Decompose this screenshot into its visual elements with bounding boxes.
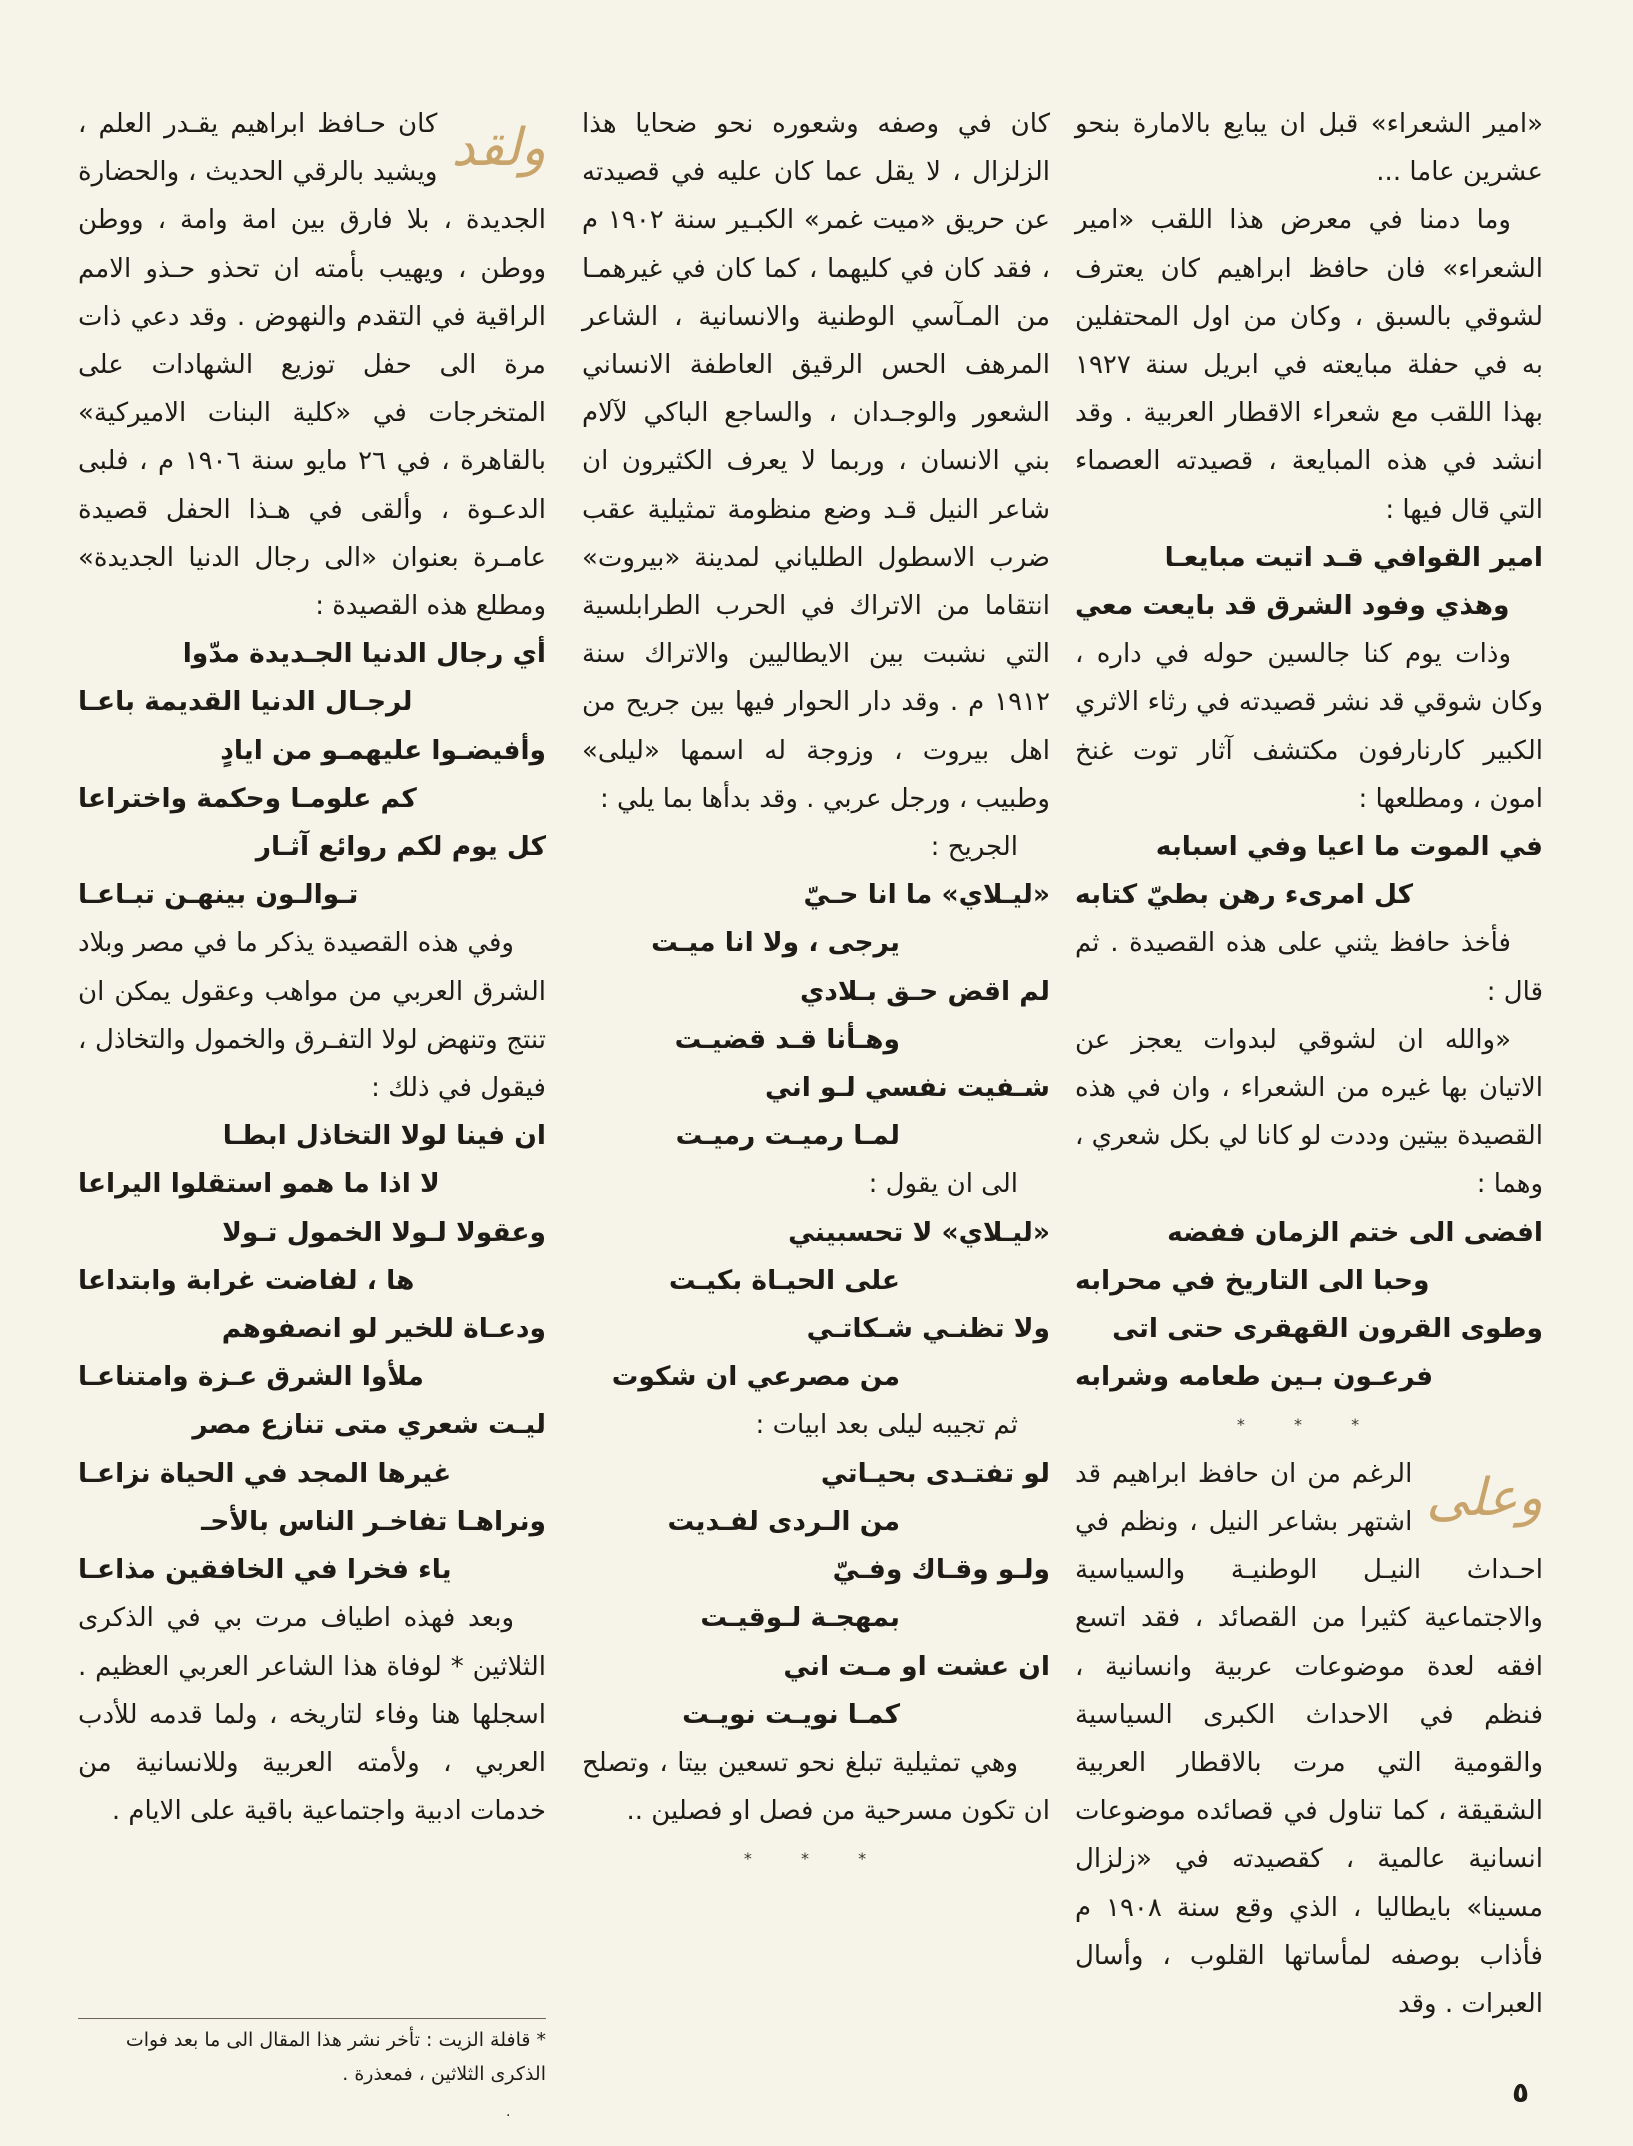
verse-line: في الموت ما اعيا وفي اسبابه <box>1155 831 1543 863</box>
verse-line: لا اذا ما همو استقلوا اليراعا <box>78 1168 440 1200</box>
speaker-label: ثم تجيبه ليلى بعد ابيات : <box>755 1410 1018 1441</box>
verse-line: ياء فخرا في الخافقين مذاعـا <box>78 1554 452 1586</box>
verse-line: ان فينا لولا التخاذل ابطـا <box>222 1120 546 1152</box>
verse-line: وهذي وفود الشرق قد بايعت معي <box>1075 590 1510 622</box>
verse-line: وطوى القرون القهقرى حتى اتى <box>1112 1313 1543 1345</box>
verse-line: ان عشت او مـت اني <box>783 1650 1050 1682</box>
section-separator: * * * <box>743 1849 889 1869</box>
paragraph: وذات يوم كنا جالسين حوله في داره ، وكان شوقي قد نشر قصيدته في رثاء الاثري الكبير كارنارفون مكتشف آثار توت غنخ امون ، ومطلعها : <box>1075 639 1543 814</box>
verse-line: يرجى ، ولا انا ميـت <box>651 927 900 959</box>
verse-line: كل امرىء رهن بطيّ كتابه <box>1075 879 1414 911</box>
verse-line: ها ، لفاضت غرابة وابتداعا <box>78 1264 415 1296</box>
verse-line: ولـو وقـاك وفـيّ <box>832 1554 1050 1586</box>
verse-line: شـفيت نفسي لـو اني <box>764 1072 1050 1104</box>
paragraph-with-initial <box>78 100 546 630</box>
verse-line: لرجـال الدنيا القديمة باعـا <box>78 686 413 718</box>
verse-line: بمهجـة لـوقيـت <box>700 1602 900 1634</box>
decorative-initial: وعلى <box>1426 1467 1543 1528</box>
paragraph: فأخذ حافظ يثني على هذه القصيدة . ثم قال : <box>1075 928 1543 1007</box>
verse-line: كل يوم لكم روائع آثـار <box>255 831 546 863</box>
column-right <box>1075 100 1543 2028</box>
verse-line: وهـأنا قـد قضيـت <box>674 1023 900 1055</box>
verse-line: من الـردى لفـديت <box>667 1505 900 1537</box>
verse-line: تـوالـون بينهـن تبـاعـا <box>78 879 359 911</box>
verse-line: وحبا الى التاريخ في محرابه <box>1075 1264 1430 1296</box>
paragraph: «والله ان لشوقي لبدوات يعجز عن الاتيان بها غيره من الشعراء ، وان في هذه القصيدة بيتين وددت لو كانا لي بكل شعري ، وهما : <box>1075 1024 1543 1200</box>
verse-line: افضى الى ختم الزمان ففضه <box>1167 1216 1543 1248</box>
paragraph: «امير الشعراء» قبل ان يبايع بالامارة بنحو عشرين عاما ... <box>1075 109 1543 188</box>
column-left <box>78 100 546 1835</box>
column-middle <box>582 100 1050 1884</box>
paragraph: وبعد فهذه اطياف مرت بي في الذكرى الثلاثين * لوفاة هذا الشاعر العربي العظيم . اسجلها هنا وفاء لتاريخه ، ولما قدمه للأدب العربي ، ولأمته العربية وللانسانية من خدمات ادبية واجتماعية باقية على الايام . <box>78 1603 546 1827</box>
verse-line: ولا تظنـي شـكاتـي <box>806 1313 1050 1345</box>
verse-line: «ليـلاي» لا تحسبيني <box>788 1216 1050 1248</box>
verse-line: ودعـاة للخير لو انصفوهم <box>221 1313 546 1345</box>
page-number: ٥ <box>1512 2076 1530 2109</box>
paragraph: وفي هذه القصيدة يذكر ما في مصر وبلاد الشرق العربي من مواهب وعقول يمكن ان تنتج وتنهض لولا التفـرق والخمول والتخاذل ، فيقول في ذلك : <box>78 928 546 1104</box>
verse-line: كم علومـا وحكمة واختراعا <box>78 782 417 814</box>
verse-line: فرعـون بـين طعامه وشرابه <box>1075 1361 1434 1393</box>
verse-line: وعقولا لـولا الخمول تـولا <box>222 1216 546 1248</box>
paragraph: وهي تمثيلية تبلغ نحو تسعين بيتا ، وتصلح ان تكون مسرحية من فصل او فصلين .. <box>582 1747 1050 1827</box>
verse-line: من مصرعي ان شكوت <box>611 1361 900 1393</box>
verse-line: ونراهـا تفاخـر الناس بالأحـ <box>201 1505 546 1537</box>
verse-line: وأفيضـوا عليهمـو من ايادٍ <box>220 734 546 766</box>
paragraph-text: الرغم من ان حافظ ابراهيم قد اشتهر بشاعر النيل ، ونظم في احـداث النيـل الوطنيـة والسياسية والاجتماعية كثيرا من القصائد ، فقد اتسع افقه لعدة موضوعات عربية وانسانية ، فنظم في الاحداث الكبرى السياسية والقومية التي مرت بالاقطار العربية الشقيقة ، كما تناول في قصائده موضوعات انسانية عالمية ، كقصيدته في «زلزال مسينا» بايطاليا ، الذي وقع سنة ١٩٠٨ م فأذاب بوصفه لمأساتها القلوب ، وأسال العبرات . وقد <box>1075 1458 1543 2019</box>
verse-line: على الحيـاة بكيـت <box>668 1264 900 1296</box>
verse-line: لم اقض حـق بـلادي <box>799 975 1050 1007</box>
verse-line: «ليـلاي» ما انا حـيّ <box>803 879 1050 911</box>
verse-line: ملأوا الشرق عـزة وامتناعـا <box>78 1361 424 1393</box>
verse-line: أي رجال الدنيا الجـديدة مدّوا <box>182 638 546 670</box>
paragraph-text: كان حـافظ ابراهيم يقـدر العلم ، ويشيد بالرقي الحديث ، والحضارة الجديدة ، بلا فارق بين امة وامة ، ووطن ووطن ، ويهيب بأمته ان تحذو حـذو الامم الراقية في التقدم والنهوض . وقد دعي ذات مرة الى حفل توزيع الشهادات على المتخرجات في «كلية البنات الاميركية» بالقاهرة ، في ٢٦ مايو سنة ١٩٠٦ م ، فلبى الدعـوة ، وألقى في هـذا الحفل قصيدة عامـرة بعنوان «الى رجال الدنيا الجديدة» ومطلع هذه القصيدة : <box>78 109 546 622</box>
verse-line: لمـا رميـت رميـت <box>675 1120 900 1152</box>
speaker-label: الجريح : <box>930 832 1018 863</box>
verse-line: غيرها المجد في الحياة نزاعـا <box>78 1457 452 1489</box>
paragraph-with-initial <box>1075 1450 1543 2028</box>
verse-line: كمـا نويـت نويـت <box>682 1698 900 1730</box>
footnote: * قافلة الزيت : تأخر نشر هذا المقال الى ما بعد فوات الذكرى الثلاثين ، فمعذرة . <box>78 2018 546 2091</box>
verse-line: لو تفتـدى بحيـاتي <box>820 1457 1050 1489</box>
section-separator: * * * <box>1236 1415 1382 1435</box>
paragraph: كان في وصفه وشعوره نحو ضحايا هذا الزلزال ، لا يقل عما كان عليه في قصيدته عن حريق «ميت غمر» الكبـير سنة ١٩٠٢ م ، فقد كان في كليهما ، كما كان في غيرهمـا من المـآسي الوطنية والانسانية ، الشاعر المرهف الحس الرقيق العاطفة الانساني الشعور والوجـدان ، والساجع الباكي لآلام بني الانسان ، وربما لا يعرف الكثيرون ان شاعر النيل قـد وضع منظومة تمثيلية عقب ضرب الاسطول الطلياني لمدينة «بيروت» انتقاما من الاتراك في الحرب الطرابلسية التي نشبت بين الايطاليين والاتراك سنة ١٩١٢ م . وقد دار الحوار فيها بين جريح من اهل بيروت ، وزوجة له اسمها «ليلى» وطبيب ، ورجل عربي . وقد بدأها بما يلي : <box>582 109 1050 814</box>
decorative-initial: ولقد <box>451 118 546 178</box>
paragraph: وما دمنا في معرض هذا اللقب «امير الشعراء» فان حافظ ابراهيم كان يعترف لشوقي بالسبق ، وكان من اول المحتفلين به في حفلة مبايعته في ابريل سنة ١٩٢٧ بهذا اللقب مع شعراء الاقطار العربية . وقد انشد في هذه المبايعة ، قصيدته العصماء التي قال فيها : <box>1075 205 1543 525</box>
print-mark: · <box>506 2108 511 2124</box>
verse-line: امير القوافي قـد اتيت مبايعـا <box>1164 541 1543 573</box>
verse-line: ليـت شعري متى تنازع مصر <box>192 1409 546 1441</box>
speaker-label: الى ان يقول : <box>868 1169 1018 1200</box>
